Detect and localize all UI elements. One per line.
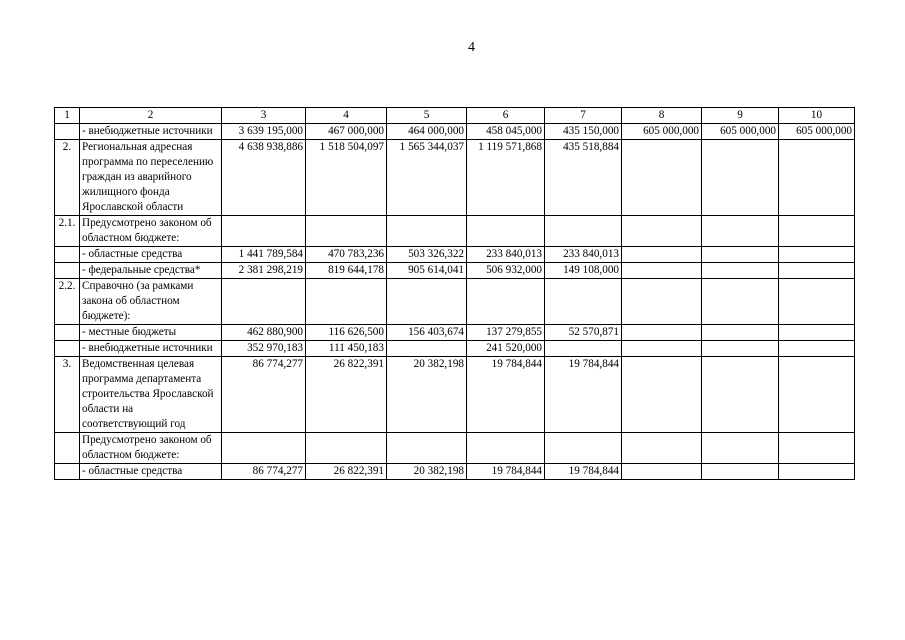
value-cell: [779, 279, 855, 325]
value-cell: 1 119 571,868: [467, 140, 545, 216]
value-cell: [622, 216, 702, 247]
row-index: [55, 341, 80, 357]
value-cell: 20 382,198: [387, 464, 467, 480]
row-label: Региональная адресная программа по переселению граждан из аварийного жилищного фонда Ярославской области: [80, 140, 222, 216]
value-cell: 435 150,000: [545, 124, 622, 140]
value-cell: 605 000,000: [622, 124, 702, 140]
column-header: 1: [55, 108, 80, 124]
row-label: - местные бюджеты: [80, 325, 222, 341]
value-cell: 149 108,000: [545, 263, 622, 279]
value-cell: [545, 341, 622, 357]
row-index: [55, 247, 80, 263]
value-cell: 462 880,900: [222, 325, 306, 341]
value-cell: [306, 433, 387, 464]
header-row: [55, 108, 855, 124]
value-cell: 26 822,391: [306, 464, 387, 480]
table-row: [55, 140, 855, 216]
column-header: 4: [306, 108, 387, 124]
value-cell: 470 783,236: [306, 247, 387, 263]
value-cell: 233 840,013: [545, 247, 622, 263]
table-row: [55, 247, 855, 263]
value-cell: 467 000,000: [306, 124, 387, 140]
row-index: 2.1.: [55, 216, 80, 247]
value-cell: 86 774,277: [222, 357, 306, 433]
row-index: 3.: [55, 357, 80, 433]
value-cell: [779, 341, 855, 357]
table-row: [55, 216, 855, 247]
table-row: [55, 433, 855, 464]
page-number: 4: [468, 40, 475, 55]
value-cell: 458 045,000: [467, 124, 545, 140]
table-row: [55, 341, 855, 357]
column-header: 8: [622, 108, 702, 124]
value-cell: 435 518,884: [545, 140, 622, 216]
value-cell: 20 382,198: [387, 357, 467, 433]
value-cell: [622, 464, 702, 480]
value-cell: [467, 433, 545, 464]
value-cell: [702, 247, 779, 263]
table-row: [55, 263, 855, 279]
value-cell: [387, 216, 467, 247]
row-label: Ведомственная целевая программа департамента строительства Ярославской области на соответствующий год: [80, 357, 222, 433]
row-index: 2.: [55, 140, 80, 216]
row-label: - областные средства: [80, 464, 222, 480]
row-label: - федеральные средства*: [80, 263, 222, 279]
column-header: 10: [779, 108, 855, 124]
column-header: 5: [387, 108, 467, 124]
value-cell: [779, 247, 855, 263]
value-cell: [622, 325, 702, 341]
value-cell: 2 381 298,219: [222, 263, 306, 279]
value-cell: [545, 279, 622, 325]
value-cell: 137 279,855: [467, 325, 545, 341]
value-cell: [779, 357, 855, 433]
value-cell: [222, 216, 306, 247]
value-cell: [306, 216, 387, 247]
value-cell: 464 000,000: [387, 124, 467, 140]
value-cell: 19 784,844: [545, 464, 622, 480]
value-cell: 19 784,844: [467, 357, 545, 433]
value-cell: [622, 279, 702, 325]
value-cell: 233 840,013: [467, 247, 545, 263]
value-cell: [702, 216, 779, 247]
value-cell: 1 518 504,097: [306, 140, 387, 216]
value-cell: 819 644,178: [306, 263, 387, 279]
column-header: 3: [222, 108, 306, 124]
value-cell: [779, 263, 855, 279]
value-cell: 52 570,871: [545, 325, 622, 341]
row-index: [55, 124, 80, 140]
value-cell: [702, 357, 779, 433]
column-header: 2: [80, 108, 222, 124]
value-cell: [387, 433, 467, 464]
value-cell: 905 614,041: [387, 263, 467, 279]
value-cell: [702, 341, 779, 357]
value-cell: 19 784,844: [545, 357, 622, 433]
value-cell: [779, 325, 855, 341]
table-row: [55, 279, 855, 325]
row-index: [55, 433, 80, 464]
value-cell: 506 932,000: [467, 263, 545, 279]
table-row: [55, 357, 855, 433]
value-cell: [545, 433, 622, 464]
table-body: [55, 108, 855, 480]
row-label: - внебюджетные источники: [80, 124, 222, 140]
budget-table: [54, 107, 855, 480]
value-cell: 86 774,277: [222, 464, 306, 480]
value-cell: [779, 216, 855, 247]
value-cell: [622, 263, 702, 279]
value-cell: [622, 140, 702, 216]
value-cell: [779, 140, 855, 216]
value-cell: 116 626,500: [306, 325, 387, 341]
value-cell: 605 000,000: [779, 124, 855, 140]
value-cell: [622, 433, 702, 464]
table-row: [55, 124, 855, 140]
value-cell: [467, 279, 545, 325]
value-cell: [387, 341, 467, 357]
value-cell: [702, 279, 779, 325]
column-header: 6: [467, 108, 545, 124]
value-cell: [702, 464, 779, 480]
row-label: - областные средства: [80, 247, 222, 263]
value-cell: [702, 325, 779, 341]
value-cell: 4 638 938,886: [222, 140, 306, 216]
row-label: Предусмотрено законом об областном бюджете:: [80, 433, 222, 464]
row-index: [55, 325, 80, 341]
value-cell: [222, 433, 306, 464]
value-cell: 605 000,000: [702, 124, 779, 140]
value-cell: 503 326,322: [387, 247, 467, 263]
value-cell: [702, 263, 779, 279]
value-cell: 3 639 195,000: [222, 124, 306, 140]
value-cell: [622, 357, 702, 433]
row-index: [55, 464, 80, 480]
value-cell: [545, 216, 622, 247]
row-label: Предусмотрено законом об областном бюджете:: [80, 216, 222, 247]
row-label: - внебюджетные источники: [80, 341, 222, 357]
value-cell: [779, 464, 855, 480]
value-cell: 111 450,183: [306, 341, 387, 357]
column-header: 9: [702, 108, 779, 124]
value-cell: [779, 433, 855, 464]
table-row: [55, 325, 855, 341]
value-cell: 241 520,000: [467, 341, 545, 357]
column-header: 7: [545, 108, 622, 124]
row-label: Справочно (за рамками закона об областном бюджете):: [80, 279, 222, 325]
value-cell: 352 970,183: [222, 341, 306, 357]
value-cell: 156 403,674: [387, 325, 467, 341]
value-cell: [387, 279, 467, 325]
value-cell: 1 441 789,584: [222, 247, 306, 263]
value-cell: [622, 247, 702, 263]
value-cell: [222, 279, 306, 325]
row-index: 2.2.: [55, 279, 80, 325]
value-cell: [467, 216, 545, 247]
value-cell: [306, 279, 387, 325]
value-cell: 19 784,844: [467, 464, 545, 480]
value-cell: 26 822,391: [306, 357, 387, 433]
value-cell: [622, 341, 702, 357]
value-cell: 1 565 344,037: [387, 140, 467, 216]
value-cell: [702, 140, 779, 216]
table-row: [55, 464, 855, 480]
value-cell: [702, 433, 779, 464]
row-index: [55, 263, 80, 279]
